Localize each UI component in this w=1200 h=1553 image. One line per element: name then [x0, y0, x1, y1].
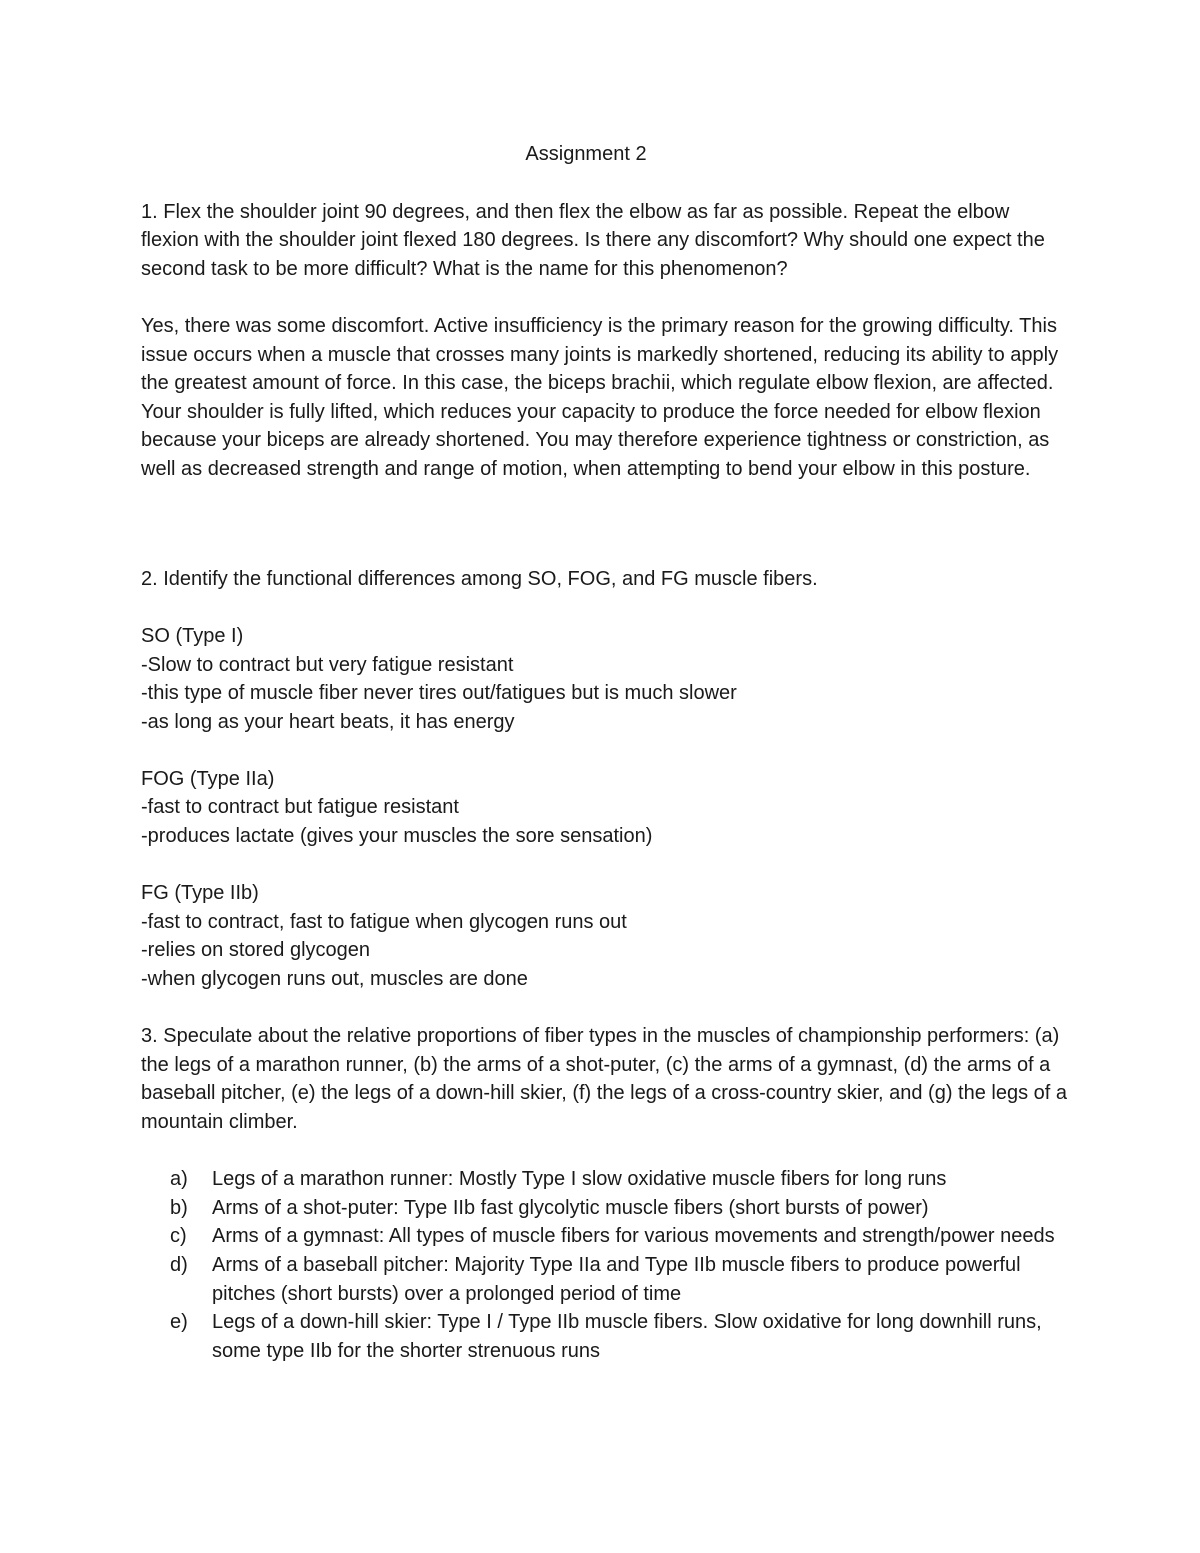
fiber-group-line: -produces lactate (gives your muscles the sore sensation): [141, 825, 653, 848]
fiber-group-line: -Slow to contract but very fatigue resistant: [141, 653, 514, 676]
q3-question: 3. Speculate about the relative proportions of fiber types in the muscles of championship performers: (a) the legs of a marathon runner, (b) the arms of a shot-puter, (c) the arms of a gymnast, (d) the arms of a baseball pitcher, (e) the legs of a down-hill skier, (f) the legs of a cross-country skier, and (g) the legs of a mountain climber.: [141, 1025, 1068, 1133]
list-item: [170, 1308, 1071, 1365]
list-item-text: Arms of a baseball pitcher: Majority Type IIa and Type IIb muscle fibers to produce powerful pitches (short bursts) over a prolonged period of time: [212, 1253, 1021, 1305]
fiber-group-line: -relies on stored glycogen: [141, 939, 371, 962]
fiber-group-line: -fast to contract, fast to fatigue when glycogen runs out: [141, 910, 627, 933]
spacer: [141, 593, 1071, 622]
spacer: [141, 736, 1071, 765]
q2-question: 2. Identify the functional differences among SO, FOG, and FG muscle fibers.: [141, 567, 818, 590]
list-item-text: Arms of a gymnast: All types of muscle fibers for various movements and strength/power needs: [212, 1225, 1055, 1248]
fiber-group-heading: FOG (Type IIa): [141, 767, 275, 790]
fiber-group-heading: FG (Type IIb): [141, 882, 259, 905]
document-page: [141, 140, 1071, 1365]
spacer: [141, 283, 1071, 312]
q3-answer-list: [141, 1165, 1071, 1365]
fiber-group-fog: [141, 765, 1071, 851]
list-item-text: Legs of a marathon runner: Mostly Type I slow oxidative muscle fibers for long runs: [212, 1168, 947, 1191]
document-title: Assignment 2: [525, 143, 647, 165]
q1-question: 1. Flex the shoulder joint 90 degrees, and then flex the elbow as far as possible. Repeat the elbow flexion with the shoulder joint flexed 180 degrees. Is there any discomfort? Why should one expect the second task to be more difficult? What is the name for this phenomenon?: [141, 200, 1045, 280]
list-item: [170, 1194, 1071, 1223]
list-item: [170, 1251, 1071, 1308]
q1-answer: Yes, there was some discomfort. Active insufficiency is the primary reason for the growing difficulty. This issue occurs when a muscle that crosses many joints is markedly shortened, reducing its ability to apply the greatest amount of force. In this case, the biceps brachii, which regulate elbow flexion, are affected. Your shoulder is fully lifted, which reduces your capacity to produce the force needed for elbow flexion because your biceps are already shortened. You may therefore experience tightness or constriction, as well as decreased strength and range of motion, when attempting to bend your elbow in this posture.: [141, 314, 1059, 480]
list-marker: b): [170, 1196, 188, 1219]
fiber-group-heading: SO (Type I): [141, 624, 244, 647]
list-marker: a): [170, 1168, 188, 1191]
spacer: [141, 1137, 1071, 1166]
list-marker: d): [170, 1253, 188, 1276]
list-item: [170, 1222, 1071, 1251]
spacer: [141, 851, 1071, 880]
fiber-group-line: -as long as your heart beats, it has energy: [141, 710, 515, 733]
spacer: [141, 994, 1071, 1023]
list-item-text: Arms of a shot-puter: Type IIb fast glycolytic muscle fibers (short bursts of power): [212, 1196, 929, 1219]
spacer: [141, 484, 1071, 541]
list-marker: c): [170, 1225, 187, 1248]
spacer: [141, 541, 1071, 565]
fiber-group-line: -this type of muscle fiber never tires out/fatigues but is much slower: [141, 682, 737, 705]
list-marker: e): [170, 1311, 188, 1334]
list-item-text: Legs of a down-hill skier: Type I / Type IIb muscle fibers. Slow oxidative for long downhill runs, some type IIb for the shorter strenuous runs: [212, 1311, 1042, 1362]
fiber-group-fg: [141, 879, 1071, 993]
list-item: [170, 1165, 1071, 1194]
fiber-group-line: -fast to contract but fatigue resistant: [141, 796, 459, 819]
fiber-group-line: -when glycogen runs out, muscles are done: [141, 968, 528, 991]
fiber-group-so: [141, 622, 1071, 736]
